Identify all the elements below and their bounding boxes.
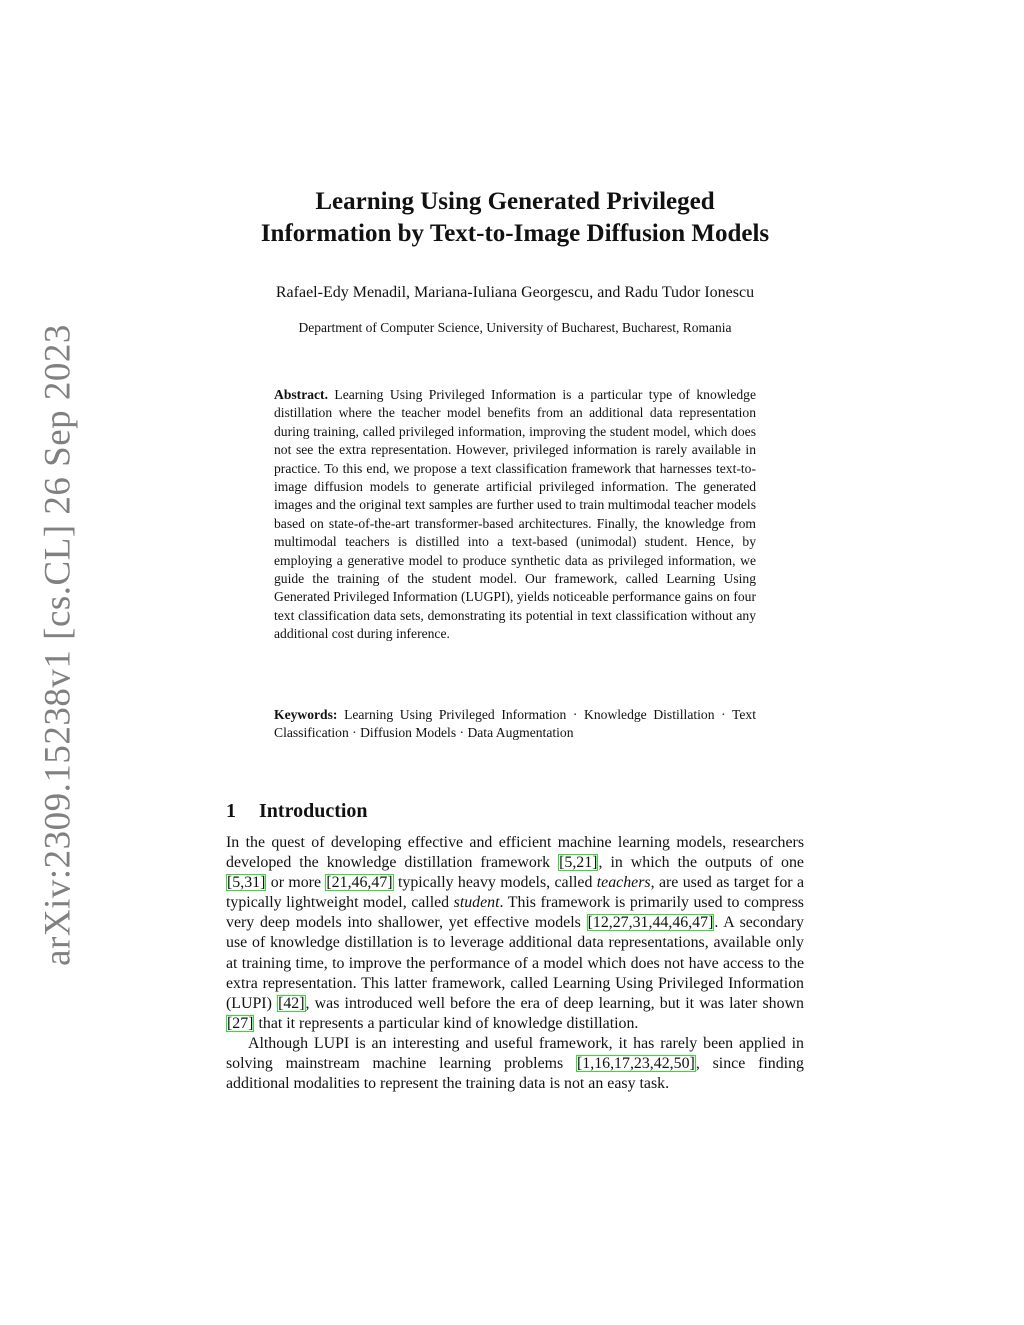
author-affiliation: Department of Computer Science, University of Bucharest, Bucharest, Romania (298, 320, 732, 335)
keywords-text: Learning Using Privileged Information · Knowledge Distillation · Text Classification · Diffusion Models · Data Augmentation (274, 707, 756, 741)
abstract-text: Learning Using Privileged Information is a particular type of knowledge distillation where the teacher model benefits from an additional data representation during training, called privileged information, improving the student model, which does not see the extra representation. However, privileged information is rarely available in practice. To this end, we propose a text classification framework that harnesses text-to-image diffusion models to generate artificial privileged information. The generated images and the original text samples are further used to train multimodal teacher models based on state-of-the-art transformer-based architectures. Finally, the knowledge from multimodal teachers is distilled into a text-based (unimodal) student. Hence, by employing a generative model to produce synthetic data as privileged information, we guide the training of the student model. Our framework, called Learning Using Generated Privileged Information (LUGPI), yields noticeable performance gains on four text classification data sets, demonstrating its potential in text classification without any additional cost during inference. (274, 387, 757, 642)
citation-link[interactable]: [42] (278, 994, 305, 1012)
section-heading-introduction (226, 800, 368, 823)
intro-text-segment: . A secondary use of knowledge distillation is to leverage additional data representations, available only at training time, to improve the performance of a model which does not have access to the extra representation. This latter framework, called Learning Using Privileged Information (LUPI) (226, 914, 804, 1012)
intro-text-segment: , are used as target for a typically lightweight model, called (226, 874, 804, 912)
intro-text-segment: or more (266, 874, 326, 892)
paper-title (180, 186, 850, 250)
intro-text-segment: , was introduced well before the era of deep learning, but it was later shown (305, 994, 804, 1012)
paper-title-line-2: Information by Text-to-Image Diffusion Models (260, 220, 770, 247)
abstract-label: Abstract. (274, 387, 328, 402)
arxiv-identifier-stamp: arXiv:2309.15238v1 [cs.CL] 26 Sep 2023 (37, 324, 79, 966)
citation-link[interactable]: [27] (227, 1014, 254, 1032)
intro-paragraph-1 (226, 833, 804, 1034)
intro-text-segment: that it represents a particular kind of knowledge distillation. (254, 1014, 639, 1032)
citation-link[interactable]: [5,31] (227, 874, 266, 892)
section-title: Introduction (259, 800, 368, 822)
citation-link[interactable]: [1,16,17,23,42,50] (576, 1055, 695, 1073)
citation-link[interactable]: [12,27,31,44,46,47] (587, 914, 714, 932)
abstract-block (274, 386, 756, 644)
keywords-label: Keywords: (274, 707, 338, 722)
paper-title-line-1: Learning Using Generated Privileged (315, 188, 715, 215)
keywords-block (274, 706, 756, 743)
intro-text-segment: typically heavy models, called (393, 874, 597, 892)
citation-link[interactable]: [21,46,47] (326, 874, 393, 892)
citation-link[interactable]: [5,21] (559, 854, 598, 872)
emphasis-teachers: teachers (596, 874, 651, 892)
emphasis-student: student (453, 894, 500, 912)
intro-text-segment: , in which the outputs of one (598, 854, 804, 872)
intro-text-segment: In the quest of developing effective and efficient machine learning models, researchers developed the knowledge distillation framework (226, 834, 804, 872)
introduction-body (226, 833, 804, 1094)
intro-text-segment: , since finding additional modalities to represent the training data is not an easy task. (226, 1055, 804, 1093)
intro-text-segment: . This framework is primarily used to compress very deep models into shallower, yet effective models (226, 894, 804, 932)
intro-paragraph-2 (226, 1034, 804, 1094)
section-number: 1 (226, 800, 236, 822)
author-list: Rafael-Edy Menadil, Mariana-Iuliana Georgescu, and Radu Tudor Ionescu (275, 284, 755, 301)
intro-text-segment: Although LUPI is an interesting and useful framework, it has rarely been applied in solving mainstream machine learning problems (226, 1034, 804, 1073)
